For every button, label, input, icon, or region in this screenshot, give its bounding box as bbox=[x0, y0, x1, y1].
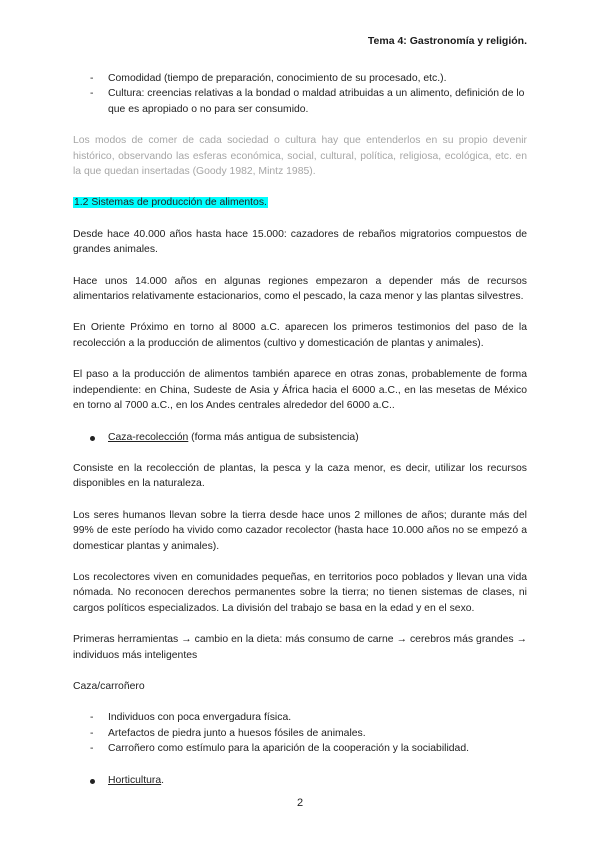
bullet-dot-icon bbox=[90, 436, 95, 441]
bullet-item-caza-recoleccion bbox=[73, 430, 527, 445]
bullet-term: Horticultura bbox=[108, 774, 162, 786]
list-item: - Cultura: creencias relativas a la bondad o maldad atribuidas a un alimento, definición de lo que es apropiado o no para ser consumido. bbox=[73, 86, 527, 117]
list-item: - Comodidad (tiempo de preparación, conocimiento de su procesado, etc.). bbox=[73, 71, 527, 86]
paragraph: Los recolectores viven en comunidades pequeñas, en territorios poco poblados y llevan una vida nómada. No reconocen derechos permanentes sobre la tierra; no tienen sistemas de clases, ni cargos políticos especializados. La división del trabajo se basa en la edad y en el sexo. bbox=[73, 571, 527, 614]
paragraph: Consiste en la recolección de plantas, la pesca y la caza menor, es decir, utilizar los recursos disponibles en la naturaleza. bbox=[73, 462, 527, 490]
paragraph: Hace unos 14.000 años en algunas regiones empezaron a depender más de recursos alimentarios relativamente estacionarios, como el pescado, la caza menor y las plantas silvestres. bbox=[73, 275, 527, 303]
bullet-dot-icon bbox=[90, 779, 95, 784]
paragraph: Los seres humanos llevan sobre la tierra desde hace unos 2 millones de años; durante más del 99% de este período ha vivido como cazador recolector (hasta hace 10.000 años no se empezó a domesticar plantas y animales). bbox=[73, 509, 527, 552]
paragraph: Primeras herramientas → cambio en la dieta: más consumo de carne → cerebros más grandes → individuos más inteligentes bbox=[73, 634, 527, 661]
page-content bbox=[73, 71, 527, 788]
caza-carronero-list bbox=[73, 710, 527, 756]
list-item: - Artefactos de piedra junto a huesos fósiles de animales. bbox=[73, 726, 527, 741]
paragraph: Desde hace 40.000 años hasta hace 15.000: cazadores de rebaños migratorios compuestos de grandes animales. bbox=[73, 228, 527, 256]
list-item: - Individuos con poca envergadura física. bbox=[73, 710, 527, 725]
subheading: Caza/carroñero bbox=[73, 680, 145, 692]
page-number: 2 bbox=[296, 797, 304, 809]
bullet-text: (forma más antigua de subsistencia) bbox=[188, 431, 359, 443]
paragraph: El paso a la producción de alimentos también aparece en otras zonas, probablemente de forma independiente: en China, Sudeste de Asia y África hacia el 6000 a.C., en las mesetas de México en torno al 7000 a.C., en los Andes centrales alrededor del 6000 a.C.. bbox=[73, 369, 527, 412]
quoted-paragraph: Los modos de comer de cada sociedad o cultura hay que entenderlos en su propio devenir histórico, observando las esferas económica, social, cultural, política, religiosa, ecológica, etc. en la que quedan insertadas (Goody 1982, Mintz 1985). bbox=[73, 135, 527, 178]
page-header-title: Tema 4: Gastronomía y religión. bbox=[367, 35, 527, 47]
bullet-item-horticultura bbox=[73, 773, 527, 788]
criteria-list bbox=[73, 71, 527, 117]
section-heading-wrapper bbox=[73, 195, 527, 210]
section-heading: 1.2 Sistemas de producción de alimentos. bbox=[74, 197, 267, 209]
bullet-term: Caza-recolección bbox=[108, 431, 189, 443]
bullet-text: . bbox=[161, 774, 165, 786]
paragraph: En Oriente Próximo en torno al 8000 a.C. aparecen los primeros testimonios del paso de la recolección a la producción de alimentos (cultivo y domesticación de plantas y animales). bbox=[73, 322, 527, 349]
list-item: - Carroñero como estímulo para la aparición de la cooperación y la sociabilidad. bbox=[73, 741, 527, 756]
